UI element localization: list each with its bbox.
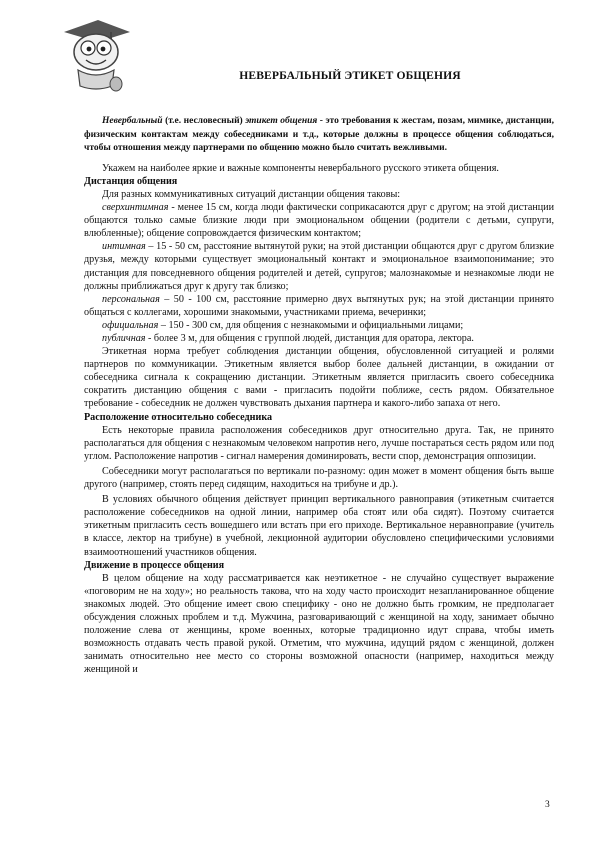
distance-item: официальная – 150 - 300 см, для общения с незнакомыми и официальными лицами; — [102, 319, 464, 331]
position-paragraph-3: В условиях обычного общения действует принцип вертикального равноправия (этикетным считается расположение собеседников на одной линии, например оба стоят или оба сидят). Поэтому считается этикетным пригласить сесть вошедшего или встать при его приходе. Вертикальное неравноправие (учитель в классе, лектор на трибуне) в учебной, лекционной аудитории обусловлено специфическими условиями взаимоотношений участников общения. — [84, 494, 554, 558]
graduate-cartoon-icon — [58, 10, 134, 94]
distance-term: публичная — [102, 333, 146, 344]
intro-paragraph-2: Укажем на наиболее яркие и важные компоненты невербального русского этикета общения. — [102, 162, 499, 174]
distance-term: сверхинтимная — [102, 202, 169, 214]
section-heading-movement: Движение в процессе общения — [84, 559, 225, 571]
distance-term: официальная — [102, 319, 159, 331]
intro-term: Невербальный — [102, 116, 163, 126]
distance-intro: Для разных коммуникативных ситуаций дистанции общения таковы: — [102, 188, 401, 200]
distance-item: персональная – 50 - 100 см, расстояние примерно двух вытянутых рук; на этой дистанции принято общаться с коллегами, хорошими знакомыми, участниками приема, вечеринки; — [84, 293, 554, 318]
intro-paren: (т.е. несловесный) — [165, 116, 243, 126]
intro-rest: - это требования к жестам, позам, мимике, дистанции, физическим контактам между собеседниками и т.д., которые должны в процессе общения соблюдаться, чтобы отношения между партнерами по общению можно было считать вежливыми. — [84, 116, 555, 154]
section-heading-position: Расположение относительно собеседника — [84, 411, 273, 423]
intro-paragraph — [84, 115, 554, 156]
distance-norm-paragraph: Этикетная норма требует соблюдения дистанции общения, обусловленной ситуацией и ролями партнеров по коммуникации. Этикетным является выбор более дальней дистанции, в ожидании от собеседника сигнала к сокращению дистанции. Этикетным является пригласить своего собеседника сократить дистанцию общения с вами - пригласить подойти поближе, сесть рядом. Обязательное требование - собеседник не должен чувствовать дыхания партнера и какого-либо запаха от него. — [84, 346, 554, 410]
position-paragraph-1: Есть некоторые правила расположения собеседников друг относительно друга. Так, не принято располагаться для общения с незнакомым человеком напротив него, лучше постараться сесть рядом или под углом. Расположение напротив - сигнал намерения доминировать, вести спор, демонстрация оппозиции. — [84, 424, 554, 462]
document-body — [84, 115, 554, 676]
movement-paragraph: В целом общение на ходу рассматривается как неэтикетное - не случайно существует выражение «поговорим не на ходу»; но реальность такова, что на ходу часто происходит незапланированное общение знакомых людей. Это общение имеет свою специфику - оно не должно быть громким, не предполагает обсуждения сложных проблем и т.д. Мужчина, разговаривающий с женщиной на ходу, занимает обычно положение слева от женщины, кроме военных, которые традиционно идут справа, чтобы иметь возможность отдавать честь правой рукой. Отметим, что мужчина, идущий рядом с женщиной, должен занимать относительно нее место со стороны возможной опасности (например, находиться между женщиной и — [84, 572, 554, 676]
distance-term: интимная — [102, 241, 146, 253]
intro-term2: этикет общения — [245, 116, 318, 126]
page-title: НЕВЕРБАЛЬНЫЙ ЭТИКЕТ ОБЩЕНИЯ — [239, 69, 461, 82]
section-heading-distance: Дистанция общения — [84, 175, 178, 187]
page-number: 3 — [545, 800, 550, 810]
distance-item: сверхинтимная - менее 15 см, когда люди фактически соприкасаются друг с другом; на этой дистанции общаются только самые близкие люди при эмоциональном общении (родители с детьми, супруги, влюбленные); общение сопровождается физическим контактом; — [84, 202, 554, 240]
distance-term: персональная — [102, 293, 160, 305]
position-paragraph-2: Собеседники могут располагаться по вертикали по-разному: один может в момент общения быть выше другого (например, стоять перед сидящим, находиться на трибуне и др.). — [84, 465, 554, 491]
distance-item: интимная – 15 - 50 см, расстояние вытянутой руки; на этой дистанции общаются друг с другом близкие друзья, между которыми существует эмоциональный контакт и эмоциональное взаимопонимание; это дистанция для повседневного общения родителей и детей, супругов; малознакомые и незнакомые люди не должны приближаться друг к другу так близко; — [84, 241, 554, 292]
distance-item: публичная - более 3 м, для общения с группой людей, дистанция для оратора, лектора. — [102, 333, 474, 344]
